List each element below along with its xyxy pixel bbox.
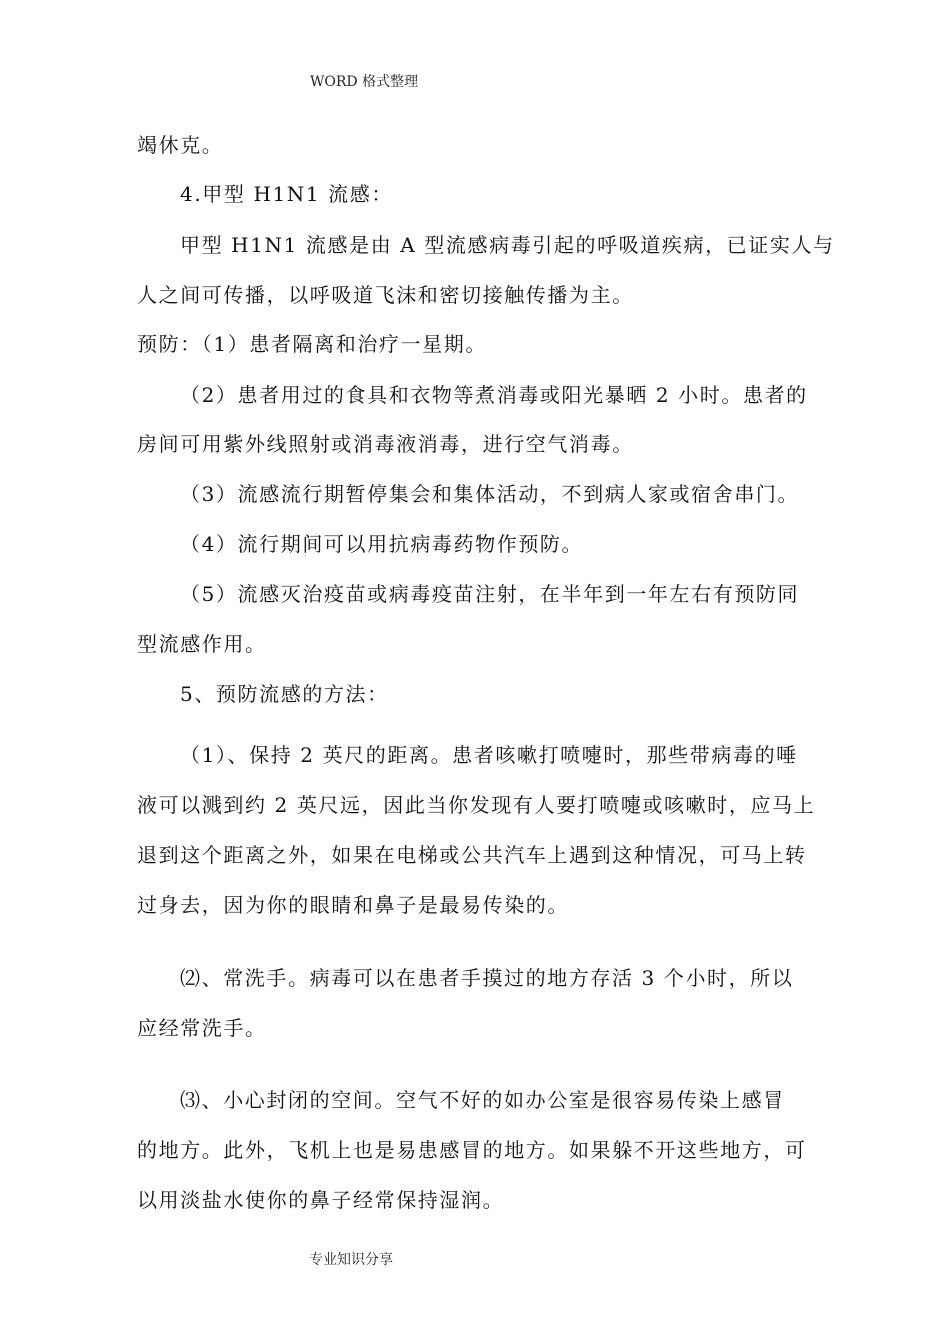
body-line: 预防：（1）患者隔离和治疗一星期。: [137, 332, 487, 356]
body-line: 过身去，因为你的眼睛和鼻子是最易传染的。: [137, 893, 569, 917]
body-line: 房间可用紫外线照射或消毒液消毒，进行空气消毒。: [137, 432, 634, 456]
body-line: （2）患者用过的食具和衣物等煮消毒或阳光暴晒 2 小时。患者的: [180, 383, 808, 407]
body-line: 人之间可传播，以呼吸道飞沫和密切接触传播为主。: [137, 283, 634, 307]
page-header: WORD 格式整理: [310, 74, 419, 90]
body-line: ⑶、小心封闭的空间。空气不好的如办公室是很容易传染上感冒: [180, 1088, 785, 1112]
body-line: （3）流感流行期暂停集会和集体活动，不到病人家或宿舍串门。: [180, 482, 800, 506]
body-line: 的地方。此外，飞机上也是易患感冒的地方。如果躲不开这些地方，可: [137, 1138, 807, 1162]
body-line: ⑵、常洗手。病毒可以在患者手摸过的地方存活 3 个小时，所以: [180, 966, 794, 990]
section-heading: 5、预防流感的方法：: [180, 682, 389, 706]
body-line: 以用淡盐水使你的鼻子经常保持湿润。: [137, 1188, 505, 1212]
body-line: （1）、保持 2 英尺的距离。患者咳嗽打喷嚏时，那些带病毒的唾: [180, 743, 798, 767]
section-heading: 4.甲型 H1N1 流感：: [180, 182, 393, 206]
page-footer: 专业知识分享: [309, 1252, 393, 1268]
body-line: 型流感作用。: [137, 632, 267, 656]
body-line: 甲型 H1N1 流感是由 A 型流感病毒引起的呼吸道疾病，已证实人与: [180, 233, 835, 257]
body-line: 竭休克。: [137, 133, 224, 157]
body-line: 液可以溅到约 2 英尺远，因此当你发现有人要打喷嚏或咳嗽时，应马上: [137, 793, 816, 817]
body-line: （4）流行期间可以用抗病毒药物作预防。: [180, 532, 584, 556]
body-line: （5）流感灭治疫苗或病毒疫苗注射，在半年到一年左右有预防同: [180, 582, 800, 606]
body-line: 应经常洗手。: [137, 1016, 267, 1040]
body-line: 退到这个距离之外，如果在电梯或公共汽车上遇到这种情况，可马上转: [137, 843, 807, 867]
